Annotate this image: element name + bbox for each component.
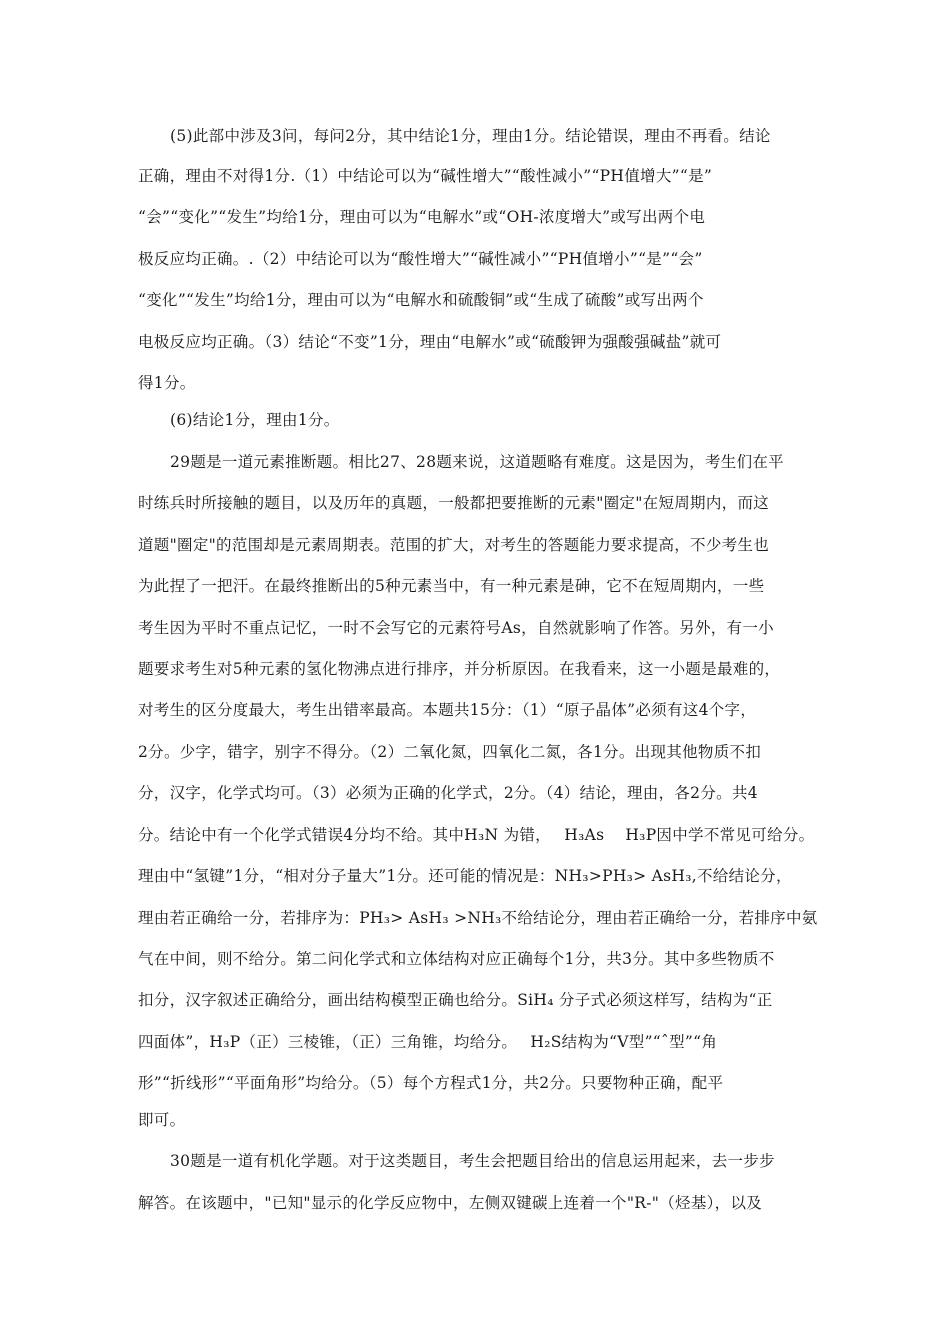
text-line: 理由中“氢键”1分，“相对分子量大”1分。还可能的情况是：NH₃>PH₃> AsH₃,不给结论分， <box>138 867 792 885</box>
text-line: 理由若正确给一分，若排序为：PH₃> AsH₃ >NH₃不给结论分，理由若正确给一分，若排序中氨 <box>138 909 818 927</box>
text-line: 形”“折线形”“平面角形”均给分。（5）每个方程式1分，共2分。只要物种正确，配平 <box>138 1074 724 1092</box>
text-line: 气在中间，则不给分。第二问化学式和立体结构对应正确每个1分，共3分。其中多些物质不 <box>138 950 775 968</box>
text-line: (5)此部中涉及3问，每问2分，其中结论1分，理由1分。结论错误，理由不再看。结论 <box>170 127 771 145</box>
text-line: 四面体”，H₃P（正）三棱锥，（正）三角锥，均给分。 H₂S结构为“V型”“ˆ型”“角 <box>138 1033 718 1051</box>
text-line: “会”“变化”“发生”均给1分，理由可以为“电解水”或“OH-浓度增大”或写出两个电 <box>138 208 706 226</box>
text-line: (6)结论1分，理由1分。 <box>170 411 340 429</box>
text-line: 极反应均正确。.（2）中结论可以为“酸性增大”“碱性减小”“PH值增小”“是”“会” <box>138 250 703 268</box>
text-line: 扣分，汉字叙述正确给分，画出结构模型正确也给分。SiH₄ 分子式必须这样写，结构为“正 <box>138 991 773 1009</box>
text-line: 29题是一道元素推断题。相比27、28题来说，这道题略有难度。这是因为，考生们在平 <box>170 453 784 471</box>
text-line: 对考生的区分度最大，考生出错率最高。本题共15分：（1）“原子晶体”必须有这4个字， <box>138 701 757 719</box>
text-line: 得1分。 <box>138 374 196 392</box>
text-line: 即可。 <box>138 1111 186 1129</box>
text-line: 正确，理由不对得1分.（1）中结论可以为“碱性增大”“酸性减小”“PH值增大”“是” <box>138 167 713 185</box>
text-line: 电极反应均正确。（3）结论“不变”1分，理由“电解水”或“硫酸钾为强酸强碱盐”就可 <box>138 333 722 351</box>
text-line: 考生因为平时不重点记忆，一时不会写它的元素符号As，自然就影响了作答。另外，有一小 <box>138 619 774 637</box>
text-line: 道题"圈定"的范围却是元素周期表。范围的扩大，对考生的答题能力要求提高，不少考生也 <box>138 536 770 554</box>
text-line: “变化”“发生”均给1分，理由可以为“电解水和硫酸铜”或“生成了硫酸”或写出两个 <box>138 291 704 309</box>
text-line: 分。结论中有一个化学式错误4分均不给。其中H₃N 为错， H₃As H₃P因中学不常见可给分。 <box>138 826 815 844</box>
text-line: 题要求考生对5种元素的氢化物沸点进行排序，并分析原因。在我看来，这一小题是最难的， <box>138 660 781 678</box>
text-line: 30题是一道有机化学题。对于这类题目，考生会把题目给出的信息运用起来，去一步步 <box>170 1152 775 1170</box>
text-line: 为此捏了一把汗。在最终推断出的5种元素当中，有一种元素是砷，它不在短周期内，一些 <box>138 577 765 595</box>
text-line: 分，汉字，化学式均可。（3）必须为正确的化学式，2分。（4）结论，理由，各2分。共4 <box>138 784 758 802</box>
text-line: 2分。少字，错字，别字不得分。（2）二氧化氮，四氧化二氮，各1分。出现其他物质不扣 <box>138 743 762 761</box>
text-line: 解答。在该题中，"已知"显示的化学反应物中，左侧双键碳上连着一个"R-"（烃基），以及 <box>138 1194 763 1212</box>
text-line: 时练兵时所接触的题目，以及历年的真题，一般都把要推断的元素"圈定"在短周期内，而这 <box>138 494 770 512</box>
